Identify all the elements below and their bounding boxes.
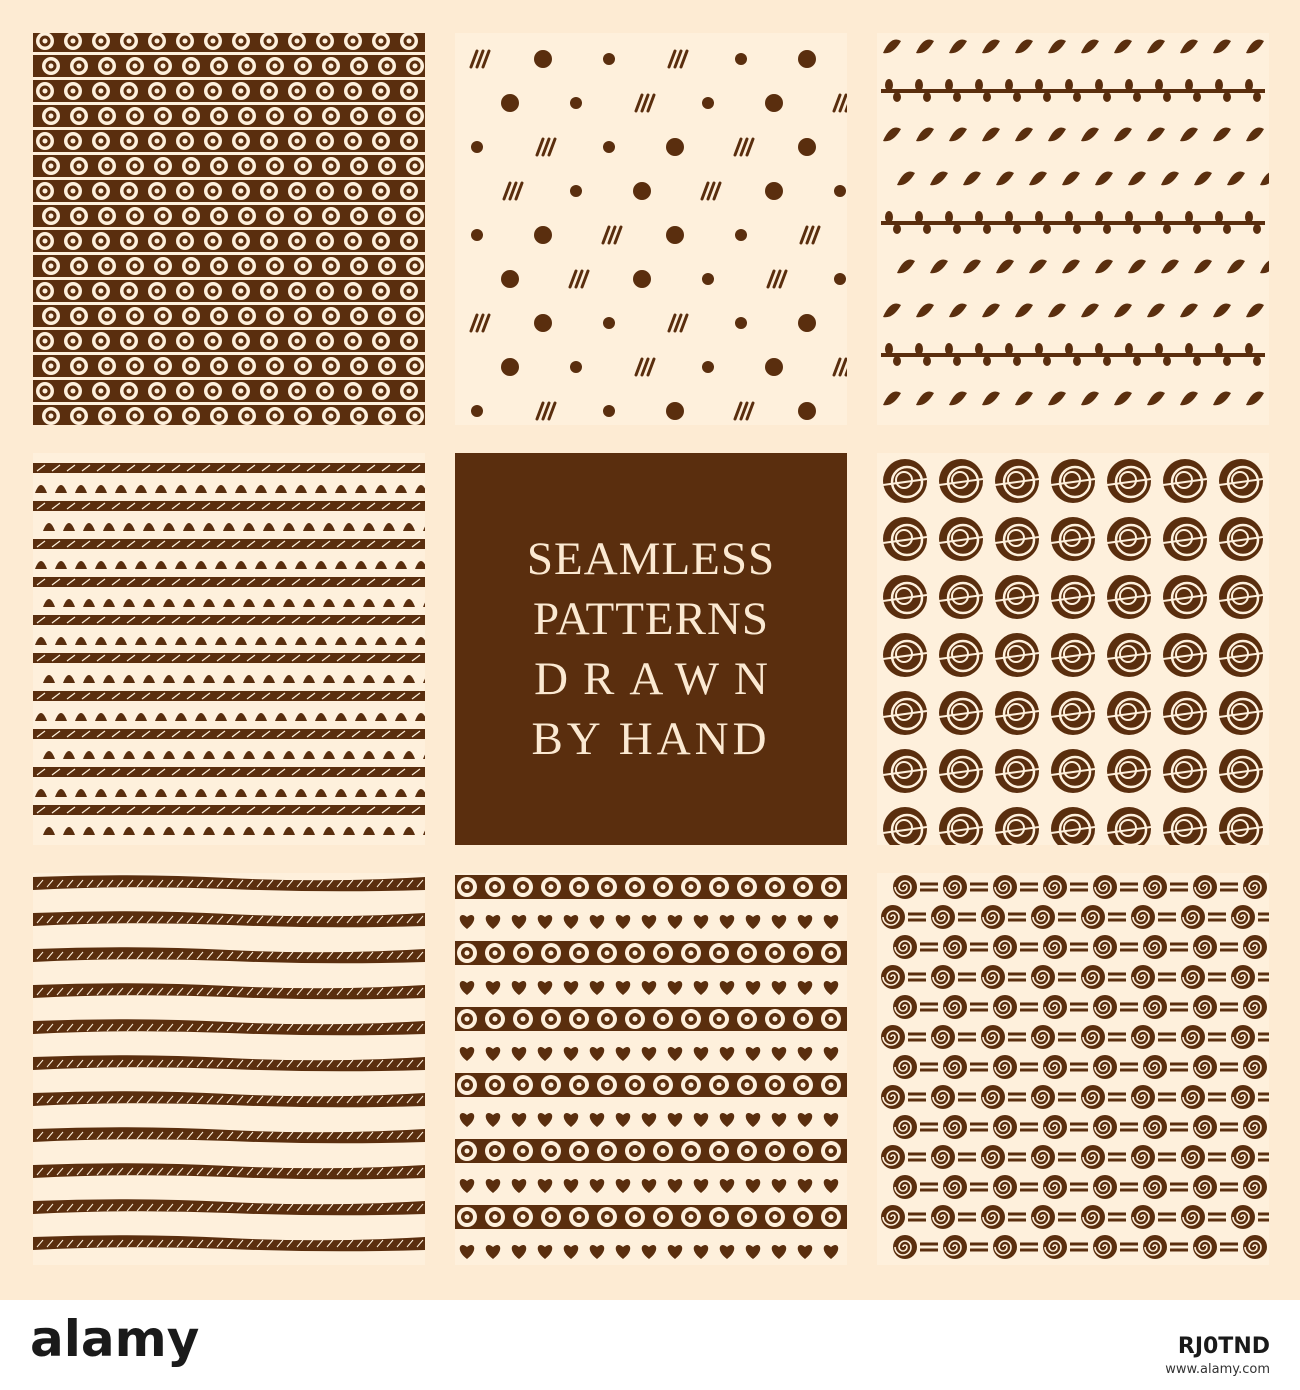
pattern-tile-dots-hatches <box>455 33 847 425</box>
pattern-graphic <box>455 33 847 425</box>
pattern-graphic <box>877 453 1269 845</box>
image-code: RJ0TND <box>1177 1334 1270 1359</box>
footer-meta: www.alamy.com <box>1165 1362 1270 1377</box>
title-block <box>455 453 847 845</box>
brand-logo: alamy <box>30 1310 200 1368</box>
pattern-tile-circle-bands <box>33 33 425 425</box>
title-line-1: SEAMLESS <box>526 533 776 585</box>
pattern-graphic <box>33 33 425 425</box>
title-line-4: BY HAND <box>531 713 771 765</box>
pattern-graphic <box>455 873 847 1265</box>
pattern-graphic <box>33 453 425 845</box>
pattern-tile-leaves <box>877 33 1269 425</box>
pattern-tile-hearts-circles <box>455 873 847 1265</box>
pattern-graphic <box>33 873 425 1265</box>
pattern-graphic <box>877 33 1269 425</box>
title-line-3: DRAWN <box>534 653 783 705</box>
pattern-tile-spirals <box>877 873 1269 1265</box>
title-line-2: PATTERNS <box>532 593 770 645</box>
pattern-tile-scallop-stripes <box>33 453 425 845</box>
pattern-tile-hatched-stripes <box>33 873 425 1265</box>
pattern-graphic <box>877 873 1269 1265</box>
pattern-tile-roses <box>877 453 1269 845</box>
